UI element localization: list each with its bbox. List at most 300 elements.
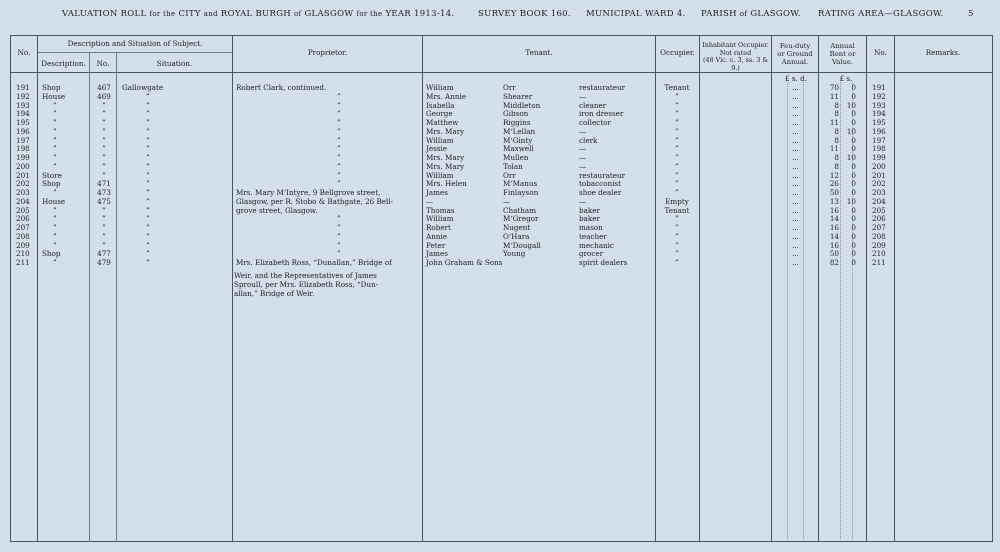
tenant-first-name: Robert	[426, 223, 451, 232]
rent-shillings: 0	[851, 223, 856, 232]
occupier-cell: ”	[675, 135, 679, 145]
rent-shillings: 0	[851, 231, 856, 241]
description-cell: ”	[53, 153, 57, 162]
table-row	[0, 109, 1000, 118]
entry-number: 204	[16, 196, 30, 206]
street-number-cell: ”	[102, 205, 106, 215]
proprietor-cell: ”	[337, 135, 341, 145]
header-part: GLASGOW	[304, 9, 354, 19]
tenant-trade: restaurateur	[579, 170, 626, 180]
occupier-cell: ”	[675, 240, 679, 250]
entry-number: 203	[16, 188, 30, 197]
entry-number: 201	[16, 170, 30, 180]
rent-pounds: 14	[829, 214, 839, 224]
entry-number-right: 207	[872, 223, 886, 232]
tenant-first-name: Peter	[426, 240, 446, 250]
description-cell: ”	[53, 214, 57, 224]
rent-shillings: 0	[851, 118, 856, 127]
entry-number: 209	[16, 240, 30, 250]
feu-duty-cell: ...	[792, 153, 799, 162]
occupier-cell: ”	[675, 118, 679, 127]
entry-number: 192	[16, 91, 30, 101]
situation-cell: ”	[146, 196, 150, 206]
rent-shillings: 10	[846, 196, 856, 206]
proprietor-cell: ”	[337, 161, 341, 171]
feu-duty-cell: ...	[792, 240, 799, 250]
situation-cell: ”	[146, 153, 150, 162]
occupier-cell: Empty	[665, 196, 689, 206]
proprietor-cell: ”	[337, 240, 341, 250]
tenant-first-name: Annie	[426, 231, 448, 241]
survey-book: SURVEY BOOK 160.	[478, 9, 571, 19]
street-number-cell: ”	[102, 118, 106, 127]
rent-pounds: 70	[829, 83, 839, 92]
description-cell: House	[42, 196, 66, 206]
municipal-ward: MUNICIPAL WARD 4.	[586, 9, 686, 19]
col-no-header: No.	[17, 48, 31, 57]
occupier-cell: ”	[675, 100, 679, 110]
rent-pounds: 8	[834, 126, 839, 136]
rent-pounds: 26	[829, 179, 839, 189]
entry-number-right: 211	[872, 258, 886, 267]
rent-pounds: 8	[834, 161, 839, 171]
occupier-cell: ”	[675, 179, 679, 189]
situation-cell: ”	[146, 249, 150, 259]
situation-cell: ”	[146, 161, 150, 171]
street-number-cell: ”	[102, 109, 106, 119]
tenant-surname: Young	[503, 249, 526, 259]
header-line: Value.	[831, 58, 854, 66]
parish	[701, 9, 801, 19]
occupier-cell: ”	[675, 188, 679, 197]
col-rent-header	[819, 42, 866, 66]
rent-shillings: 0	[851, 91, 856, 101]
street-number-cell: ”	[102, 161, 106, 171]
feu-duty-cell: ...	[792, 126, 799, 136]
tenant-trade: restaurateur	[579, 83, 626, 92]
rent-shillings: 10	[846, 100, 856, 110]
entry-number: 211	[16, 258, 30, 267]
rent-pounds: 8	[834, 153, 839, 162]
rent-pounds: 11	[829, 118, 839, 127]
table-row	[0, 136, 1000, 145]
entry-number-right: 192	[872, 91, 886, 101]
situation-cell: ”	[146, 91, 150, 101]
note-line: Weir, and the Representatives of James	[234, 271, 377, 280]
tenant-trade: collector	[579, 118, 611, 127]
feu-duty-cell: ...	[792, 83, 799, 92]
entry-number: 205	[16, 205, 30, 215]
header-line: Annual.	[781, 58, 809, 66]
entry-number-right: 198	[872, 144, 886, 154]
rent-pounds: 12	[829, 170, 839, 180]
tenant-first-name: —	[426, 196, 434, 206]
entry-number: 210	[16, 249, 30, 259]
note-line: allan,” Bridge of Weir.	[234, 289, 315, 299]
tenant-first-name: Mrs. Mary	[426, 126, 465, 136]
description-cell: Shop	[42, 249, 61, 259]
rent-shillings: 10	[846, 126, 856, 136]
proprietor-cell: Robert Clark, continued.	[236, 83, 327, 92]
proprietor-cell: ”	[337, 153, 341, 162]
street-number-cell: ”	[102, 170, 106, 180]
description-cell: ”	[53, 223, 57, 232]
street-number-cell: ”	[102, 135, 106, 145]
occupier-cell: Tenant	[664, 205, 690, 215]
street-number-cell: ”	[102, 100, 106, 110]
occupier-cell: ”	[675, 170, 679, 180]
tenant-first-name: William	[426, 214, 454, 224]
tenant-surname: M‘Gregor	[503, 214, 539, 224]
occupier-cell: ”	[675, 258, 679, 267]
table-row	[0, 206, 1000, 215]
entry-number-right: 203	[872, 188, 886, 197]
street-number-cell: 473	[97, 188, 111, 197]
situation-cell: ”	[146, 258, 150, 267]
rent-pounds: 8	[834, 109, 839, 119]
tenant-surname: M‘Lellan	[503, 126, 536, 136]
situation-cell: ”	[146, 170, 150, 180]
occupier-cell: ”	[675, 109, 679, 119]
rent-pounds: 50	[829, 188, 839, 197]
feu-duty-cell: ...	[792, 249, 799, 259]
occupier-cell: ”	[675, 249, 679, 259]
col-no-right-header: No.	[874, 48, 887, 57]
table-row	[0, 258, 1000, 267]
tenant-trade: mason	[579, 223, 603, 232]
table-row	[0, 118, 1000, 127]
situation-cell: ”	[146, 144, 150, 154]
entry-number: 202	[16, 179, 30, 189]
rent-pounds: 8	[834, 100, 839, 110]
occupier-cell: ”	[675, 161, 679, 171]
feu-duty-cell: ...	[792, 214, 799, 224]
rent-pounds: 50	[829, 249, 839, 259]
situation-cell: ”	[146, 179, 150, 189]
col-proprietor-header: Proprietor.	[307, 48, 348, 57]
tenant-surname: O‘Hara	[503, 231, 530, 241]
tenant-surname: Orr	[503, 83, 516, 92]
entry-number-right: 197	[872, 135, 886, 145]
header-part: and	[203, 10, 218, 18]
col-description-header: Description.	[41, 59, 86, 68]
table-row	[0, 241, 1000, 250]
tenant-trade: —	[579, 91, 587, 101]
description-cell: ”	[53, 135, 57, 145]
tenant-trade: spirit dealers	[579, 258, 628, 267]
street-number-cell: ”	[102, 223, 106, 232]
table-row	[0, 92, 1000, 101]
subheader-rule	[37, 52, 232, 53]
situation-cell: Gallowgate	[122, 83, 164, 92]
header-part: for the	[149, 10, 176, 18]
description-cell: ”	[53, 240, 57, 250]
street-number-cell: ”	[102, 240, 106, 250]
proprietor-cell: ”	[337, 231, 341, 241]
situation-cell: ”	[146, 188, 150, 197]
occupier-cell: ”	[675, 153, 679, 162]
feu-duty-cell: ...	[792, 179, 799, 189]
tenant-surname: Gibson	[503, 109, 529, 119]
description-cell: ”	[53, 100, 57, 110]
entry-number-right: 199	[872, 153, 886, 162]
proprietor-cell: ”	[337, 109, 341, 119]
tenant-surname: —	[503, 196, 511, 206]
rent-pounds: 16	[829, 205, 839, 215]
header-part: VALUATION ROLL	[62, 9, 147, 19]
header-line: Not rated	[719, 48, 752, 57]
street-number-cell: 469	[97, 91, 111, 101]
tenant-trade: tobacconist	[579, 179, 621, 189]
street-number-cell: 479	[97, 258, 111, 267]
entry-number: 206	[16, 214, 30, 224]
tenant-first-name: John Graham & Sons	[426, 258, 503, 267]
proprietor-cell: Mrs. Elizabeth Ross, “Dunallan,” Bridge of	[236, 258, 392, 267]
tenant-surname: Maxwell	[503, 144, 534, 154]
situation-cell: ”	[146, 109, 150, 119]
feu-duty-cell: ...	[792, 223, 799, 232]
entry-number: 198	[16, 144, 30, 154]
tenant-first-name: Mrs. Mary	[426, 161, 465, 171]
rent-shillings: 0	[851, 161, 856, 171]
header-title	[62, 9, 454, 19]
tenant-first-name: George	[426, 109, 453, 119]
entry-number-right: 204	[872, 196, 886, 206]
feu-duty-cell: ...	[792, 91, 799, 101]
rent-shillings: 0	[851, 214, 856, 224]
table-row	[0, 101, 1000, 110]
tenant-first-name: Matthew	[426, 118, 459, 127]
col-tenant-header: Tenant.	[525, 48, 553, 57]
table-row	[0, 83, 1000, 92]
note-line: Sproull, per Mrs. Elizabeth Ross, “Dun-	[234, 280, 379, 290]
tenant-first-name: William	[426, 83, 454, 92]
tenant-first-name: Mrs. Mary	[426, 153, 465, 162]
tenant-trade: iron dresser	[579, 109, 624, 119]
col-occupier-header: Occupier.	[660, 48, 695, 57]
tenant-trade: grocer	[579, 249, 604, 259]
proprietor-note	[234, 271, 422, 299]
header-part: YEAR 1913-14.	[385, 9, 455, 19]
situation-cell: ”	[146, 126, 150, 136]
feu-duty-cell: ...	[792, 231, 799, 241]
tenant-first-name: Thomas	[426, 205, 455, 215]
tenant-surname: Orr	[503, 170, 516, 180]
tenant-surname: M‘Dougall	[503, 240, 541, 250]
tenant-trade: cleaner	[579, 100, 607, 110]
rent-shillings: 0	[851, 258, 856, 267]
table-row	[0, 153, 1000, 162]
rent-shillings: 0	[851, 144, 856, 154]
description-cell: House	[42, 91, 66, 101]
rent-shillings: 0	[851, 109, 856, 119]
entry-number-right: 194	[872, 109, 886, 119]
tenant-surname: Riggins	[503, 118, 531, 127]
entry-number-right: 195	[872, 118, 886, 127]
entry-number: 207	[16, 223, 30, 232]
tenant-surname: Middleton	[503, 100, 541, 110]
entry-number-right: 193	[872, 100, 886, 110]
tenant-trade: —	[579, 161, 587, 171]
header-part: GLASGOW.	[750, 9, 801, 19]
header-line: (48 Vic. c. 3, ss. 3 & 9.)	[702, 56, 769, 72]
occupier-cell: Tenant	[664, 83, 690, 92]
rent-shillings: 0	[851, 83, 856, 92]
occupier-cell: ”	[675, 231, 679, 241]
occupier-cell: ”	[675, 223, 679, 232]
proprietor-cell: Glasgow, per R. Stobo & Bathgate, 26 Bell-	[236, 196, 394, 206]
street-number-cell: 467	[97, 83, 111, 92]
entry-number: 195	[16, 118, 30, 127]
tenant-surname: M‘Manus	[503, 179, 538, 189]
tenant-trade: clerk	[579, 135, 598, 145]
tenant-trade: —	[579, 153, 587, 162]
rent-pounds: 82	[829, 258, 839, 267]
tenant-trade: teacher	[579, 231, 607, 241]
col-situation-header: Situation.	[156, 59, 193, 68]
feu-duty-cell: ...	[792, 118, 799, 127]
description-cell: ”	[53, 188, 57, 197]
col-number-header: No.	[96, 59, 110, 68]
rent-shillings: 0	[851, 135, 856, 145]
feu-duty-cell: ...	[792, 135, 799, 145]
situation-cell: ”	[146, 214, 150, 224]
street-number-cell: ”	[102, 153, 106, 162]
occupier-cell: ”	[675, 144, 679, 154]
rent-shillings: 0	[851, 240, 856, 250]
tenant-first-name: Jessie	[426, 144, 448, 154]
header-line: Inhabitant Occupier.	[702, 41, 769, 49]
tenant-first-name: Isabella	[426, 100, 455, 110]
tenant-surname: M‘Ginty	[503, 135, 533, 145]
street-number-cell: ”	[102, 214, 106, 224]
table-row	[0, 162, 1000, 171]
tenant-surname: Nugent	[503, 223, 531, 232]
header-part: for the	[356, 10, 383, 18]
tenant-trade: shoe dealer	[579, 188, 622, 197]
table-row	[0, 197, 1000, 206]
table-row	[0, 127, 1000, 136]
proprietor-cell: Mrs. Mary M‘Intyre, 9 Bellgrove street,	[236, 188, 381, 197]
rent-shillings: 0	[851, 249, 856, 259]
entry-number: 194	[16, 109, 30, 119]
entry-number: 200	[16, 161, 30, 171]
entry-number-right: 208	[872, 231, 886, 241]
tenant-surname: Shearer	[503, 91, 533, 101]
table-row	[0, 232, 1000, 241]
tenant-first-name: James	[426, 249, 448, 259]
proprietor-cell: ”	[337, 170, 341, 180]
tenant-trade: mechanic	[579, 240, 614, 250]
feu-money-subheader: £ s. d.	[784, 74, 807, 83]
header-line: Rent or	[829, 50, 856, 58]
tenant-first-name: Mrs. Annie	[426, 91, 467, 101]
entry-number: 193	[16, 100, 30, 110]
rent-shillings: 0	[851, 170, 856, 180]
tenant-trade: baker	[579, 205, 600, 215]
proprietor-cell: ”	[337, 144, 341, 154]
header-part: PARISH	[701, 9, 737, 19]
street-number-cell: 477	[97, 249, 111, 259]
tenant-trade: —	[579, 126, 587, 136]
feu-duty-cell: ...	[792, 109, 799, 119]
feu-duty-cell: ...	[792, 196, 799, 206]
feu-duty-cell: ...	[792, 205, 799, 215]
proprietor-cell: grove street, Glasgow.	[236, 205, 318, 215]
entry-number: 197	[16, 135, 30, 145]
street-number-cell: ”	[102, 231, 106, 241]
description-cell: Shop	[42, 83, 61, 92]
table-row	[0, 179, 1000, 188]
street-number-cell: ”	[102, 144, 106, 154]
situation-cell: ”	[146, 240, 150, 250]
situation-cell: ”	[146, 135, 150, 145]
proprietor-cell: ”	[337, 214, 341, 224]
table-row	[0, 144, 1000, 153]
proprietor-cell: ”	[337, 249, 341, 259]
proprietor-cell: ”	[337, 91, 341, 101]
col-feu-header	[772, 42, 818, 66]
table-row	[0, 171, 1000, 180]
tenant-surname: Tolan	[503, 161, 523, 171]
street-number-cell: ”	[102, 126, 106, 136]
situation-cell: ”	[146, 223, 150, 232]
rent-pounds: 11	[829, 91, 839, 101]
table-row	[0, 214, 1000, 223]
situation-cell: ”	[146, 100, 150, 110]
tenant-first-name: James	[426, 188, 448, 197]
rent-pounds: 13	[829, 196, 839, 206]
rent-pounds: 11	[829, 144, 839, 154]
tenant-trade: —	[579, 144, 587, 154]
entry-number-right: 209	[872, 240, 886, 250]
entry-number: 191	[16, 83, 30, 92]
entry-number: 208	[16, 231, 30, 241]
rent-pounds: 16	[829, 223, 839, 232]
header-part: of	[739, 10, 748, 18]
table-row	[0, 249, 1000, 258]
tenant-surname: Finlayson	[503, 188, 539, 197]
feu-duty-cell: ...	[792, 144, 799, 154]
tenant-first-name: Mrs. Helen	[426, 179, 467, 189]
rent-shillings: 0	[851, 188, 856, 197]
tenant-surname: Chatham	[503, 205, 537, 215]
description-cell: ”	[53, 258, 57, 267]
description-cell: ”	[53, 205, 57, 215]
proprietor-cell: ”	[337, 118, 341, 127]
description-cell: Store	[42, 170, 62, 180]
description-cell: ”	[53, 118, 57, 127]
street-number-cell: 471	[97, 179, 111, 189]
feu-duty-cell: ...	[792, 161, 799, 171]
tenant-first-name: William	[426, 170, 454, 180]
proprietor-cell: ”	[337, 179, 341, 189]
entry-number-right: 191	[872, 83, 886, 92]
situation-cell: ”	[146, 118, 150, 127]
description-cell: ”	[53, 126, 57, 136]
description-cell: ”	[53, 161, 57, 171]
table-row	[0, 188, 1000, 197]
feu-duty-cell: ...	[792, 258, 799, 267]
header-part: of	[294, 10, 302, 18]
rent-pounds: 14	[829, 231, 839, 241]
header-line: or Ground	[777, 50, 813, 58]
description-cell: ”	[53, 109, 57, 119]
entry-number-right: 200	[872, 161, 886, 171]
proprietor-cell: ”	[337, 100, 341, 110]
rent-pounds: 8	[834, 135, 839, 145]
feu-duty-cell: ...	[792, 170, 799, 180]
